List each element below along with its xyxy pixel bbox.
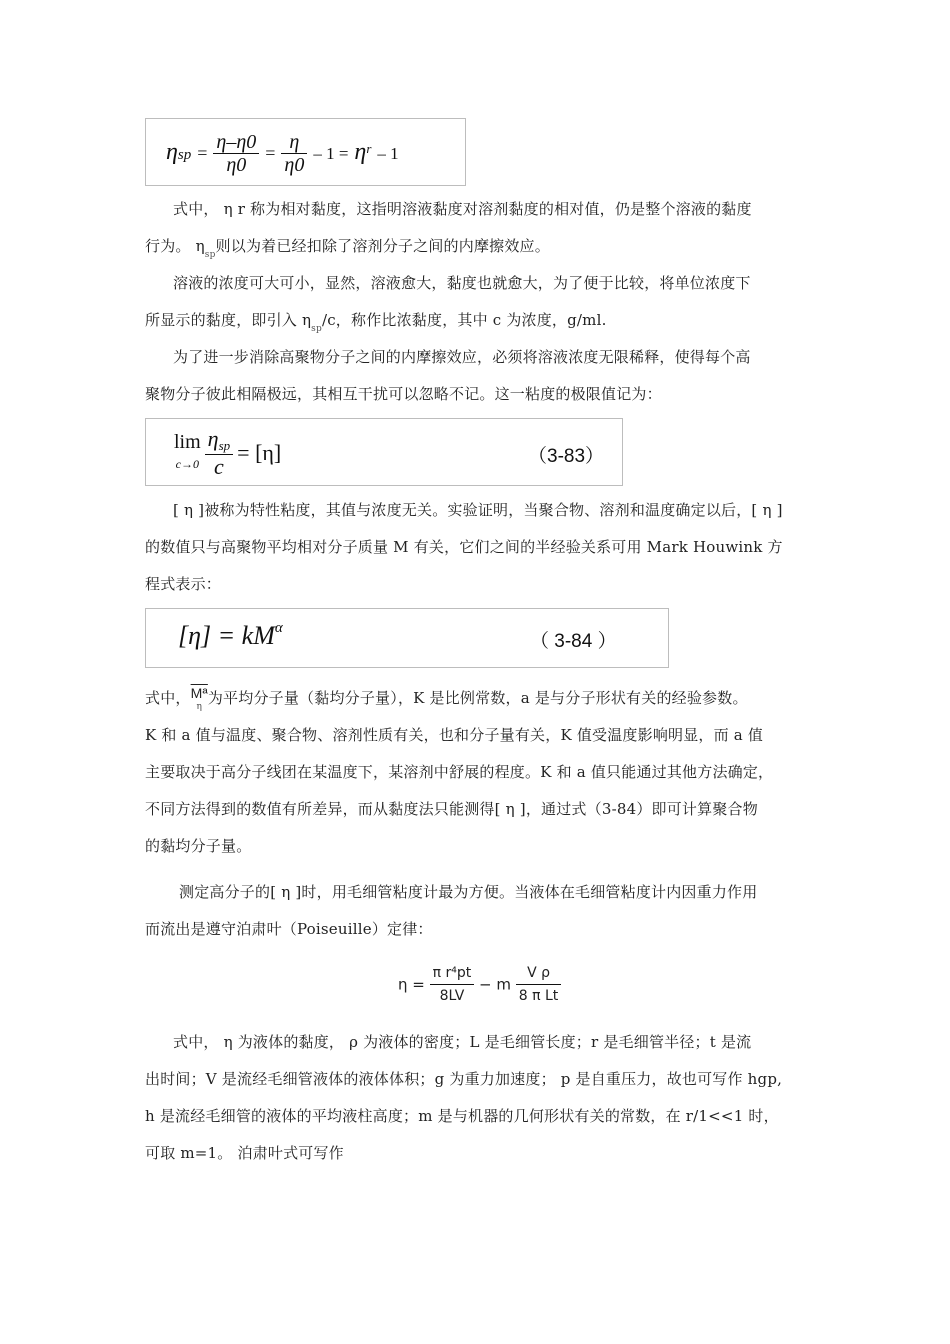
eq4-frac1: $\frac{\text{π r⁴pt}}{8LV}$ <box>430 962 475 1007</box>
paragraph-limit-value <box>145 339 810 413</box>
m-eta-symbol: $\overline{Mª}$ <box>190 685 208 701</box>
para1-line2: 行为。 $\eta_{sp}$则以为着已经扣除了溶剂分子之间的内摩擦效应。 <box>145 237 550 260</box>
eq4-lhs: η = <box>398 975 425 994</box>
eq2-rhs: = [η] <box>237 440 282 465</box>
eq2-lim: lim <box>174 431 201 453</box>
paragraph-symbols <box>145 1024 810 1172</box>
para3-line1: 为了进一步消除高聚物分子之间的内摩擦效应，必须将溶液浓度无限稀释，使得每个高 <box>173 348 751 366</box>
paragraph-mark-houwink <box>145 680 810 865</box>
eq4-frac2: $\frac{\text{V ρ}}{\text{8 π Lt}}$ <box>516 962 562 1007</box>
para2-line2: 所显示的黏度，即引入 $\eta_{sp}/c$，称作比浓黏度，其中 c 为浓度，g/ml. <box>145 311 607 334</box>
para4-line1: [ η ]被称为特性粘度，其值与浓度无关。实验证明，当聚合物、溶剂和温度确定以后，[ η ] <box>173 501 783 519</box>
eq3-sup: α <box>274 620 283 636</box>
para4-line3: 程式表示： <box>145 575 222 593</box>
eq1-frac2: $\frac{\eta}{\eta 0}$ <box>281 131 307 176</box>
eq3-tag: （ 3-84 ） <box>530 631 617 652</box>
paragraph-relative-viscosity <box>145 191 810 268</box>
para5-line1: 式中， $\overline{Mª}$ η 为平均分子量（黏均分子量），K 是比例常数，a 是与分子形状有关的经验参数。 <box>145 685 748 712</box>
para7-line2: 出时间；V 是流经毛细管液体的液体体积；g 为重力加速度； p 是自重压力，故也可写作 hgp, <box>145 1070 783 1088</box>
para1-line1: 式中， η r 称为相对黏度，这指明溶液黏度对溶剂黏度的相对值，仍是整个溶液的黏度 <box>173 200 752 218</box>
paragraph-intrinsic-viscosity <box>145 492 810 603</box>
para5-line2: K 和 a 值与温度、聚合物、溶剂性质有关，也和分子量有关，K 值受温度影响明显，而 a 值 <box>145 726 764 744</box>
eq2-frac: $\frac{\text{ηsp}}{c}$ <box>205 427 233 479</box>
eq3-lhs: [η] = kM <box>178 621 275 650</box>
para5-line5: 的黏均分子量。 <box>145 837 252 855</box>
para7-line3: h 是流经毛细管的液体的平均液柱高度；m 是与机器的几何形状有关的常数，在 r/1<<1 时， <box>145 1107 779 1125</box>
para5-line4: 不同方法得到的数值有所差异，而从黏度法只能测得[ η ]，通过式（3-84）即可计算聚合物 <box>145 800 758 818</box>
eq1-tail2: – 1 <box>377 144 399 163</box>
para6-line1: 测定高分子的[ η ]时，用毛细管粘度计最为方便。当液体在毛细管粘度计内因重力作用 <box>179 883 758 901</box>
para6-line2: 而流出是遵守泊肃叶（Poiseuille）定律： <box>145 920 433 938</box>
eq1-lhs-sub: sp <box>177 147 192 163</box>
eq1-eta-r-sub: r <box>366 141 372 156</box>
para3-line2: 聚物分子彼此相隔极远，其相互干扰可以忽略不记。这一粘度的极限值记为： <box>145 385 662 403</box>
eq1-eta-r: η <box>354 139 367 165</box>
para5-line3: 主要取决于高分子线团在某温度下，某溶剂中舒展的程度。K 和 a 值只能通过其他方法确定， <box>145 763 774 781</box>
para7-line4: 可取 m=1。 泊肃叶式可写作 <box>145 1144 344 1162</box>
eq4-minus: − m <box>479 975 511 994</box>
eq1-tail1: – 1 = <box>313 144 349 163</box>
paragraph-reduced-viscosity <box>145 265 810 342</box>
eq1-lhs: η <box>166 139 178 165</box>
equation-specific-viscosity: ηsp = $\frac{\eta-\eta 0}{\eta 0}$ = $\frac{\eta}{\eta 0}$ – $1 = \eta^r - 1$ <box>145 118 466 186</box>
equation-poiseuille <box>398 962 561 1007</box>
m-eta-sub: η <box>196 702 203 712</box>
eq2-tag: （3-83） <box>528 446 605 467</box>
para2-line1: 溶液的浓度可大可小，显然，溶液愈大，黏度也就愈大，为了便于比较，将单位浓度下 <box>173 274 751 292</box>
paragraph-capillary <box>145 874 810 948</box>
equation-3-83 <box>145 418 623 486</box>
para7-line1: 式中， η 为液体的黏度， ρ 为液体的密度；L 是毛细管长度；r 是毛细管半径；t 是流 <box>173 1033 752 1051</box>
para4-line2: 的数值只与高聚物平均相对分子质量 M 有关，它们之间的半经验关系可用 Mark Houwink 方 <box>145 538 783 556</box>
equation-3-84 <box>145 608 669 668</box>
eq1-frac1: $\frac{\eta-\eta 0}{\eta 0}$ <box>213 131 259 176</box>
eq2-lim-sub: c→0 <box>175 457 199 471</box>
